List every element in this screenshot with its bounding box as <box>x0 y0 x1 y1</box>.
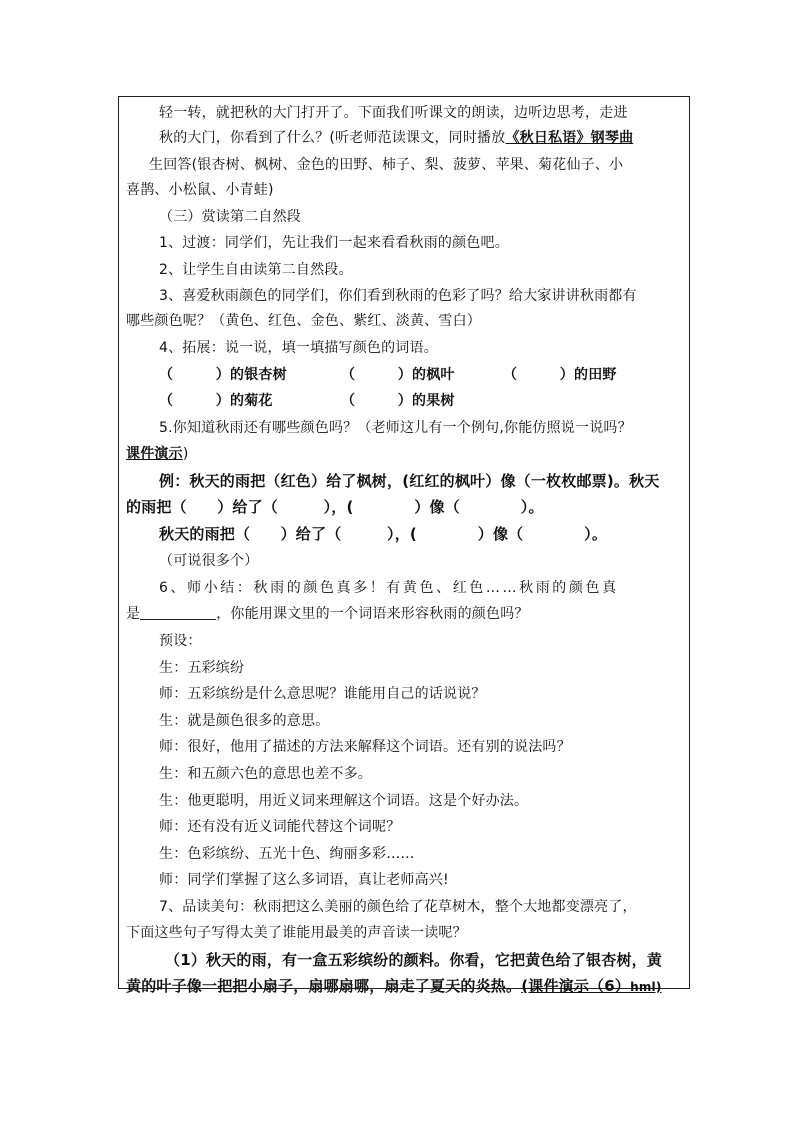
text-span: ) <box>182 446 189 462</box>
dialogue-line: 师：五彩缤纷是什么意思呢？谁能用自己的话说说？ <box>159 686 486 702</box>
fill-blank-item: （ ）的银杏树 <box>159 367 287 383</box>
text-line: 5.你知道秋雨还有哪些颜色吗？（老师这儿有一个例句,你能仿照说一说吗？ <box>159 420 632 436</box>
courseware-link: (课件演示（6） <box>521 977 631 995</box>
text-line: 7、品读美句：秋雨把这么美丽的颜色给了花草树木，整个大地都变漂亮了， <box>159 899 637 915</box>
lesson-table-cell <box>118 96 690 995</box>
quoted-sentence <box>126 976 662 997</box>
answer-blank <box>140 605 216 620</box>
text-line: 预设： <box>159 633 202 649</box>
text-line: 喜鹊、小松鼠、小青蛙) <box>126 182 274 198</box>
courseware-label: 课件演示 <box>126 446 183 462</box>
text-line: 1、过渡：同学们，先让我们一起来看看秋雨的颜色吧。 <box>159 235 509 251</box>
text-span: 是 <box>126 606 141 622</box>
text-line <box>159 128 633 148</box>
text-line: 下面这些句子写得太美了谁能用最美的声音读一读呢？ <box>126 925 467 941</box>
text-line <box>126 604 529 624</box>
text-line: 哪些颜色呢？（黄色、红色、金色、紫红、淡黄、雪白） <box>126 313 481 329</box>
section-heading: （三）赏读第二自然段 <box>159 209 301 225</box>
text-line: （可说很多个） <box>159 553 259 569</box>
text-line: 轻一转，就把秋的大门打开了。下面我们听课文的朗读，边听边思考，走进 <box>159 105 628 121</box>
text-line: 6、师小结：秋雨的颜色真多！有黄色、红色……秋雨的颜色真 <box>159 580 619 596</box>
text-span: ，你能用课文里的一个词语来形容秋雨的颜色吗？ <box>216 606 529 622</box>
text-line: 2、让学生自由读第二自然段。 <box>159 262 353 278</box>
music-title: 《秋日私语》钢琴曲 <box>505 130 634 146</box>
text-line <box>126 444 188 464</box>
dialogue-line: 生：和五颜六色的意思也差不多。 <box>159 766 372 782</box>
example-sentence: 的雨把（ ）给了（ ），( ）像（ ）。 <box>126 498 544 516</box>
text-line: 3、喜爱秋雨颜色的同学们，你们看到秋雨的色彩了吗？给大家讲讲秋雨都有 <box>159 288 637 304</box>
dialogue-line: 生：色彩缤纷、五光十色、绚丽多彩…… <box>159 846 415 862</box>
fill-blank-item: （ ）的田野 <box>503 367 617 383</box>
dialogue-line: 师：同学们掌握了这么多词语，真让老师高兴! <box>159 872 449 888</box>
dialogue-line: 生：就是颜色很多的意思。 <box>159 713 330 729</box>
fill-blank-item: （ ）的枫叶 <box>341 367 455 383</box>
fill-blank-item: （ ）的果树 <box>341 393 455 409</box>
dialogue-line: 师：很好，他用了描述的方法来解释这个词语。还有别的说法吗？ <box>159 739 571 755</box>
text-span: 秋的大门，你看到了什么？(听老师范读课文，同时播放 <box>159 130 506 146</box>
courseware-link: hml) <box>630 980 662 994</box>
dialogue-line: 生：五彩缤纷 <box>159 660 245 676</box>
dialogue-line: 生：他更聪明，用近义词来理解这个词语。这是个好办法。 <box>159 793 529 809</box>
text-line: 4、拓展：说一说，填一填描写颜色的词语。 <box>159 340 438 356</box>
quoted-sentence: （1）秋天的雨，有一盒五彩缤纷的颜料。你看，它把黄色给了银杏树，黄 <box>165 951 663 969</box>
text-line: 生回答(银杏树、枫树、金色的田野、柿子、梨、菠萝、苹果、菊花仙子、小 <box>149 157 624 173</box>
text-span: 黄的叶子像一把把小扇子，扇哪扇哪，扇走了夏天的炎热。 <box>126 977 522 995</box>
fill-blank-item: （ ）的菊花 <box>159 393 273 409</box>
example-sentence: 秋天的雨把（ ）给了（ ），( ）像（ ）。 <box>159 525 608 543</box>
example-sentence: 例：秋天的雨把（红色）给了枫树，(红红的枫叶）像（一枚枚邮票)。秋天 <box>159 472 660 490</box>
dialogue-line: 师：还有没有近义词能代替这个词呢？ <box>159 819 401 835</box>
